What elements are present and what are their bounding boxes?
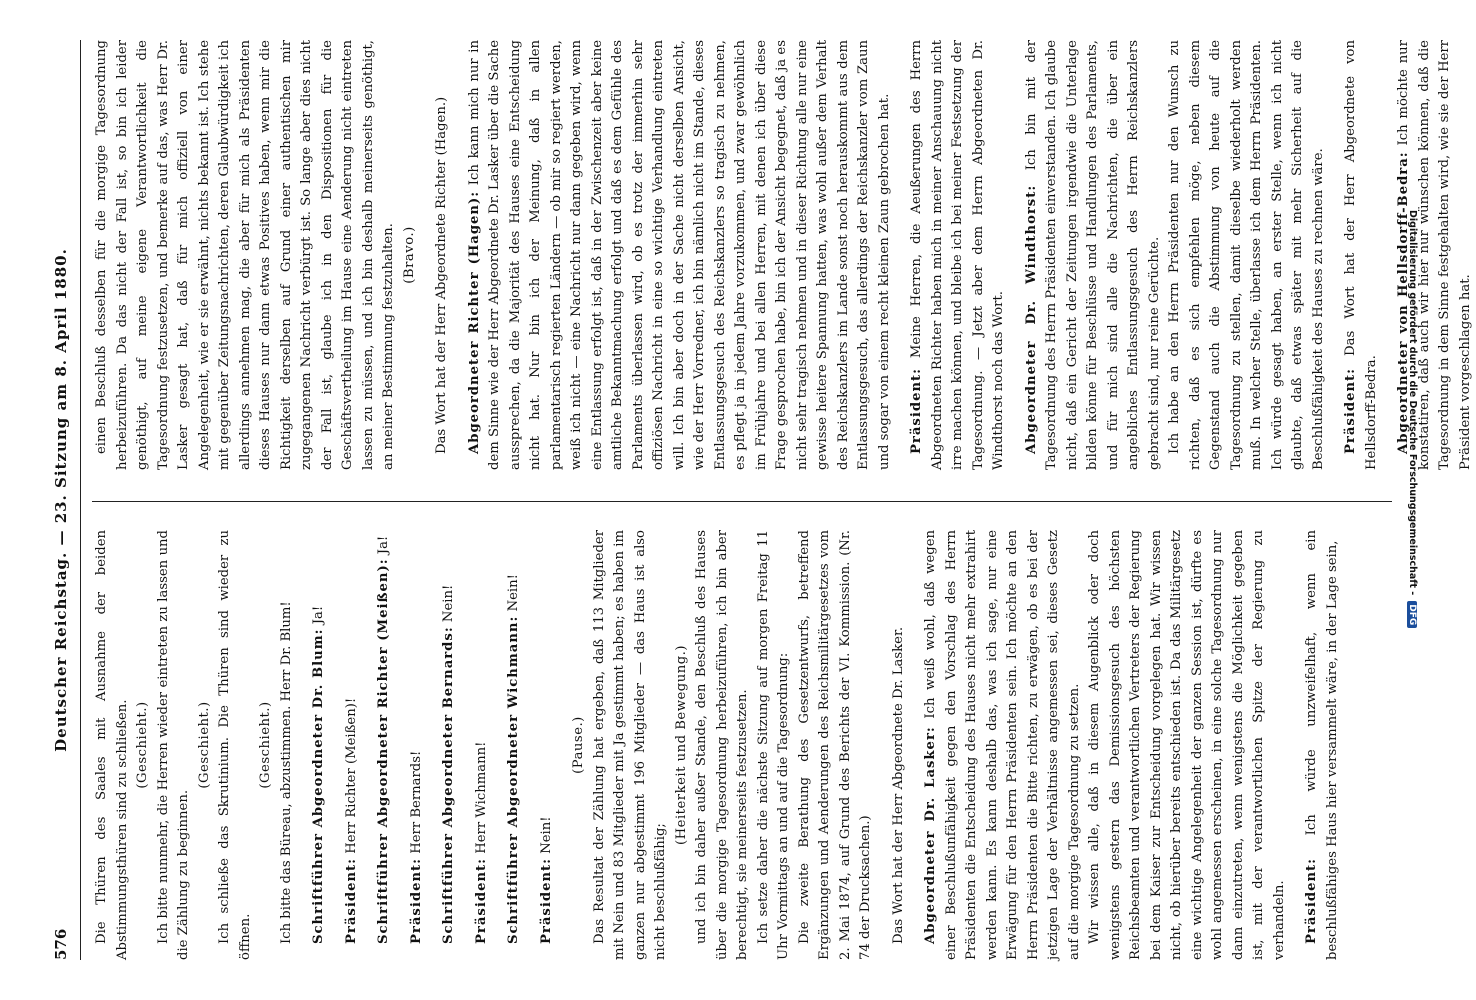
speech-text: Nein!	[506, 574, 521, 612]
speech	[1302, 530, 1343, 960]
speech	[472, 530, 493, 960]
speech-text: Ich kann mich nur in dem Sinne wie der Herr Abgeordnete Dr. Lasker über die Sache aussprechen, da die Majorität des Hauses eine Entscheidung nicht hat. Nur bin ich der Meinung, daß in allen parlamentarisch regierten Ländern — ob mir so regiert werden, weiß ich nicht — eine Nachricht nur dann gegeben wird, wenn eine Entlassung erfolgt ist, daß in der Zwischenzeit aber keine amtliche Bekanntmachung erfolgt und daß es dem Gefühle des Parlaments überlassen wird, ob es trotz der immerhin sehr offiziösen Nachricht in eine so wichtige Verhandlung eintreten will. Ich bin aber doch in der Sache nicht derselben Ansicht, wie der Herr Vorredner, ich bin nämlich nicht im Stande, dieses Entlassungsgesuch des Reichskanzlers so tragisch zu nehmen, es pflegt ja in jedem Jahre vorzukommen, und zwar gewöhnlich im Frühjahre und bei allen Herren, mit denen ich über diese Frage gesprochen habe, bin ich der Ansicht begegnet, daß ja es nicht sehr tragisch nehmen und in dieser Richtung alle nur eine gewisse heitere Spannung hatten, was wohl außer dem Verhalt des Reichskanzlers im Lande sonst noch herauskommt aus dem Entlassungsgesuch, das allerdings der Reichskanzler vom Zaun und sogar von einem recht kleinen Zaun gebrochen hat.	[466, 40, 892, 470]
speaker: Abgeordneter Dr. Windthorst:	[1023, 184, 1039, 454]
speaker: Präsident:	[473, 857, 489, 944]
speaker: Präsident:	[909, 367, 924, 454]
paragraph: Ich bitte das Büreau, abzustimmen. Herr Dr. Blum!	[278, 601, 294, 944]
speaker: Abgeordneter von Hellsdorff-Bedra:	[1396, 151, 1411, 454]
speaker: Abgeordneter Dr. Lasker:	[923, 726, 938, 944]
paragraph: Ich bitte nunmehr, die Herren wieder eintreten zu lassen und die Zählung zu beginnen.	[155, 530, 191, 960]
speech-text: Nein!	[441, 584, 456, 623]
agenda-item: Die zweite Berathung des Gesetzentwurfs, betreffend Ergänzungen und Aenderungen des Reichsmilitärgesetzes vom 2. Mai 1874, auf Grund des Berichts der VI. Kommission. (Nr. 74 der Drucksachen.)	[796, 530, 873, 960]
speaker: Schriftführer Abgeordneter Richter (Meißen):	[376, 558, 391, 944]
speech-text: Ich bin mit der Tagesordnung des Herrn Präsidenten einverstanden. Ich glaube nicht, daß ein Gericht der Zeitungen irgendwie die Unterlage bilden könne für Beschlüsse und Handlungen des Parlaments, und für mich sind alle die Nachrichten, die über ein angebliches Entlassungsgesuch des Herrn Reichskanzlers gebracht sind, nur reine Gerüchte.	[1023, 40, 1162, 470]
stage-direction: (Bravo.)	[401, 226, 417, 284]
credit-line	[1407, 210, 1418, 790]
stage-direction: (Pause.)	[571, 716, 586, 774]
speech-text: Ich möchte nur konstatiren, daß auch wir hier nur wünschen können, daß die Tagesordnung in dem Sinne festgehalten wird, wie sie der Herr Präsident vorgeschlagen hat.	[1396, 40, 1473, 470]
speech-text: Ich würde unzweifelhaft, wenn ein beschlußfähiges Haus hier versammelt wäre, in der Lage sein,	[1304, 530, 1340, 960]
paragraph: Ich schließe das Skrutinium. Die Thüren sind wieder zu öffnen.	[217, 530, 253, 960]
column-divider	[92, 501, 1392, 502]
speech	[921, 530, 1085, 960]
page-number: 576	[52, 928, 70, 960]
speaker: Präsident:	[343, 857, 359, 944]
dfg-logo: DFG	[1407, 601, 1417, 628]
speech	[439, 530, 460, 960]
speech-text: Ich weiß wohl, daß wegen einer Beschlußunfähigkeit gegen den Vorschlag des Herrn Präsidenten die Entscheidung des Hauses nicht mehr extrahirt werden kann. Es kann deshalb das, was ich sage, nur eine Erwägung für den Herrn Präsidenten sein. Ich möchte an den Herrn Präsidenten die Bitte richten, zu erwägen, ob es bei der jetzigen Lage der Verhältnisse angemessen sei, dieses Gesetz auf die morgige Tagesordnung zu setzen.	[923, 530, 1082, 960]
speech-text: Meine Herren, die Aeußerungen des Herrn Abgeordneten Richter haben mich in meiner Anschauung nicht irre machen können, und bleibe ich bei meiner Festsetzung der Tagesordnung. — Jetzt aber dem Herrn Abgeordneten Dr. Windthorst noch das Wort.	[909, 40, 1006, 470]
stage-direction: (Heiterkeit und Bewegung.)	[673, 645, 689, 845]
speech-text: Herr Wichmann!	[473, 741, 489, 854]
speech	[342, 530, 363, 960]
header-rule	[80, 40, 81, 960]
credit-text: Digitalisierung gefördert durch die Deutsche Forschungsgemeinschaft -	[1407, 210, 1418, 596]
speaker: Präsident:	[1304, 857, 1319, 944]
speech	[309, 530, 330, 960]
speech	[1341, 40, 1382, 470]
left-column	[92, 530, 1392, 960]
paragraph: Die Thüren des Saales mit Ausnahme der beiden Abstimmungsthüren sind zu schließen.	[94, 530, 130, 960]
speech	[465, 40, 896, 470]
paragraph: Ich habe an den Herrn Präsidenten nur den Wunsch zu richten, daß es sich empfehlen möge, neben diesem Gegenstand auch die Abstimmung von heute auf die Tagesordnung zu stellen, damit dieselbe wiederholt werden muß. In welcher Stelle, überlasse ich dem Herrn Präsidenten. Ich würde gesagt haben, an erster Stelle, wenn ich nicht glaubte, daß etwas später mit mehr Sicherheit auf die Beschlußfähigkeit des Hauses zu rechnen wäre.	[1167, 40, 1326, 470]
stage-direction: (Geschieht.)	[258, 701, 273, 789]
paragraph: einen Beschluß desselben für die morgige Tagesordnung herbeizuführen. Da das nicht der Fall ist, so bin ich leider genöthigt, auf meine eigene Verantwortlichkeit die Tagesordnung festzusetzen, und bemerke auf das, was Herr Dr. Lasker gesagt hat, daß für mich offiziell von einer Angelegenheit, wie er sie erwähnt, nichts bekannt ist. Ich stehe mit gegenüber Zeitungsnachrichten, deren Glaubwürdigkeit ich allerdings annehmen mag, die aber für mich als Präsidenten dieses Hauses nur dann etwas Positives haben, wenn mir die Richtigkeit derselben auf Grund einer authentischen mir zugegangenen Nachricht verbürgt ist. So lange aber dies nicht der Fall ist, glaube ich in den Dispositionen für die Geschäftsvertheilung im Hause eine Aenderung nicht eintreten lassen zu müssen, und ich bin deshalb meinerseits genöthigt, an meiner Bestimmung festzuhalten.	[94, 40, 396, 470]
speech	[504, 530, 525, 960]
speech	[1022, 40, 1166, 470]
speech	[407, 530, 428, 960]
speech-text: Herr Bernards!	[408, 750, 424, 854]
speaker: Präsident:	[538, 857, 554, 944]
paragraph: Ich setze daher die nächste Sitzung auf morgen Freitag 11 Uhr Vormittags an und auf die Tagesordnung:	[755, 530, 791, 960]
paragraph: Das Resultat der Zählung hat ergeben, daß 113 Mitglieder mit Nein und 83 Mitglieder mit Ja gestimmt haben; es haben im ganzen nur abgestimmt 196 Mitglieder — das Haus ist also nicht beschlußfähig;	[591, 530, 668, 960]
paragraph: Das Wort hat der Herr Abgeordnete Dr. Lasker.	[890, 626, 906, 944]
speaker: Schriftführer Abgeordneter Dr. Blum:	[311, 628, 326, 944]
paragraph: und ich bin daher außer Stande, den Beschluß des Hauses über die morgige Tagesordnung herbeizuführen, ich bin aber berechtigt, sie meinerseits festzusetzen.	[694, 530, 750, 960]
stage-direction: (Geschieht.)	[196, 701, 212, 789]
speech	[374, 530, 395, 960]
speech-text: Das Wort hat der Herr Abgeordnete von Hellsdorff-Bedra.	[1343, 40, 1379, 470]
speaker: Schriftführer Abgeordneter Bernards:	[441, 626, 456, 944]
speech	[537, 530, 558, 960]
document-page	[0, 10, 1473, 990]
speaker: Schriftführer Abgeordneter Wichmann:	[506, 615, 521, 944]
speaker: Präsident:	[408, 857, 424, 944]
speaker: Abgeordneter Richter (Hagen):	[466, 190, 482, 454]
paragraph: Wir wissen alle, daß in diesem Augenblick oder doch wenigstens gestern das Demissionsgesuch des höchsten Reichsbeamten und verantwortlichen Vertreters der Regierung bei dem Kaiser zur Entscheidung vorgelegen hat. Wir wissen nicht, ob hierüber bereits entschieden ist. Da das Militärgesetz eine wichtige Angelegenheit der ganzen Session ist, dürfte es wohl angemessen erscheinen, in eine solche Tagesordnung nur dann einzutreten, wenn wenigstens die Möglichkeit gegeben ist, mit der verantwortlichen Spitze der Regierung zu verhandeln.	[1087, 530, 1287, 960]
speech-text: Herr Richter (Meißen)!	[343, 697, 359, 854]
speech-text: Ja!	[311, 605, 326, 625]
speech-text: Nein!	[538, 816, 554, 854]
page-header	[52, 40, 76, 960]
speech	[907, 40, 1010, 470]
speaker: Präsident:	[1343, 367, 1358, 454]
running-title: Deutscher Reichstag. — 23. Sitzung am 8. April 1880.	[52, 248, 70, 752]
paragraph: Das Wort hat der Herr Abgeordnete Richter (Hagen.)	[434, 96, 449, 454]
speech-text: Ja!	[376, 535, 391, 555]
stage-direction: (Geschieht.)	[135, 701, 150, 789]
